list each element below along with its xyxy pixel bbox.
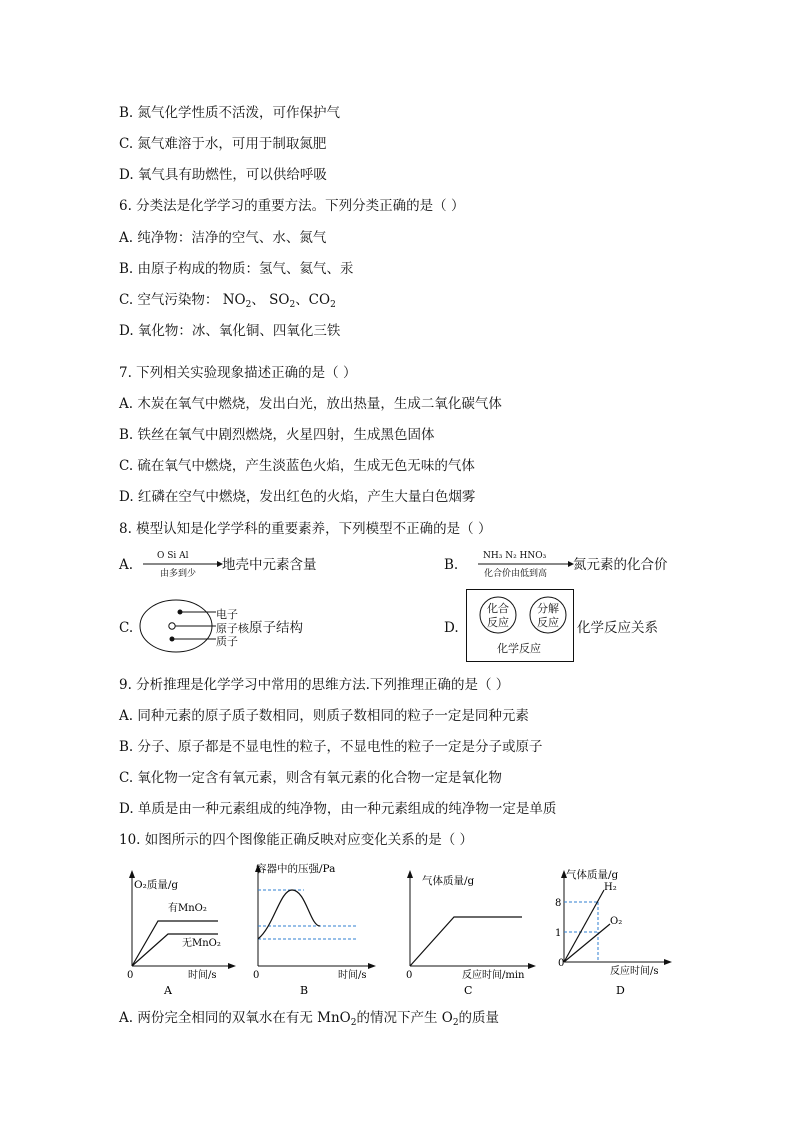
q5-option-b: B. 氮气化学性质不活泼，可作保护气 — [119, 105, 341, 121]
q6-stem: 6. 分类法是化学学习的重要方法。下列分类正确的是（ ） — [119, 198, 465, 214]
q10-b-origin: 0 — [253, 970, 260, 981]
q10-d-curve-h2 — [564, 890, 604, 962]
q10-d-ylabel: 气体质量/g — [566, 869, 619, 881]
q8-b-text: 氮元素的化合价 — [573, 557, 668, 573]
q10-a-origin: 0 — [127, 970, 134, 981]
q8-c-nucleus-label: 原子核 — [216, 622, 249, 635]
q10-c-curve — [410, 917, 522, 966]
q10-graph-a — [120, 866, 238, 996]
q8-option-b-label: B. — [444, 557, 459, 573]
q9-option-c: C. 氧化物一定含有氧元素，则含有氧元素的化合物一定是氧化物 — [119, 770, 502, 786]
q7-option-a: A. 木炭在氧气中燃烧，发出白光，放出热量，生成二氧化碳气体 — [119, 396, 502, 412]
q10-b-caption: B — [300, 984, 309, 997]
q10-d-curve-o2 — [564, 924, 610, 962]
q6-option-c: C. 空气污染物： $NO_2$、 $SO_2$、$CO_2$ — [119, 292, 336, 310]
q10-d-tick-1: 1 — [555, 928, 562, 939]
q10-d-line1: H₂ — [604, 882, 617, 893]
q10-b-curve — [258, 890, 320, 939]
q10-a-ylabel: O₂质量/g — [134, 879, 179, 891]
q7-stem: 7. 下列相关实验现象描述正确的是（ ） — [119, 365, 357, 381]
q8-a-arrow-bottom: 由多到少 — [160, 569, 197, 579]
q8-b-arrow-top: NH₃ N₂ HNO₃ — [483, 551, 547, 561]
q8-option-d-label: D. — [444, 620, 459, 636]
q8-option-c-label: C. — [119, 620, 134, 636]
q8-c-text: 原子结构 — [249, 620, 303, 636]
q10-c-ylabel: 气体质量/g — [422, 875, 475, 887]
q5-option-c: C. 氮气难溶于水，可用于制取氮肥 — [119, 136, 327, 152]
q10-graph-d — [552, 862, 676, 996]
q10-a-caption: A — [164, 984, 172, 997]
q7-option-c: C. 硫在氧气中燃烧，产生淡蓝色火焰，生成无色无味的气体 — [119, 458, 475, 474]
q10-d-tick-8: 8 — [555, 898, 562, 909]
q9-option-d: D. 单质是由一种元素组成的纯净物，由一种元素组成的纯净物一定是单质 — [119, 801, 557, 817]
q10-b-xlabel: 时间/s — [338, 970, 367, 981]
q8-a-arrow-top: O Si Al — [157, 551, 189, 561]
q7-option-d: D. 红磷在空气中燃烧，发出红色的火焰，产生大量白色烟雾 — [119, 489, 476, 505]
q10-d-xlabel: 反应时间/s — [610, 966, 659, 977]
q8-d-c2-l1: 分解 — [537, 602, 559, 615]
q10-a-line1: 有MnO₂ — [168, 903, 207, 914]
q6-option-b: B. 由原子构成的物质：氢气、氦气、汞 — [119, 261, 354, 277]
q10-stem: 10. 如图所示的四个图像能正确反映对应变化关系的是（ ） — [119, 832, 474, 848]
q8-stem: 8. 模型认知是化学学科的重要素养，下列模型不正确的是（ ） — [119, 521, 492, 537]
q6-option-d: D. 氧化物：冰、氧化铜、四氧化三铁 — [119, 323, 341, 339]
q8-d-text: 化学反应关系 — [577, 620, 658, 636]
q10-c-xlabel: 反应时间/min — [462, 970, 525, 981]
q8-c-electron-label: 电子 — [216, 608, 238, 621]
q8-a-text: 地壳中元素含量 — [222, 557, 317, 573]
q10-c-origin: 0 — [406, 970, 413, 981]
q8-c-proton-label: 质子 — [216, 635, 238, 648]
q10-a-line2: 无MnO₂ — [182, 938, 221, 949]
q6-option-a: A. 纯净物：洁净的空气、水、氮气 — [119, 230, 327, 246]
q8-option-a-label: A. — [119, 557, 134, 573]
q8-d-c2-l2: 反应 — [537, 616, 559, 629]
q8-d-box-label: 化学反应 — [497, 642, 541, 655]
q10-b-ylabel: 容器中的压强/Pa — [256, 863, 336, 875]
q10-d-origin: 0 — [558, 958, 565, 969]
q10-graph-b — [246, 856, 376, 996]
q10-c-caption: C — [464, 984, 473, 997]
q9-option-b: B. 分子、原子都是不显电性的粒子，不显电性的粒子一定是分子或原子 — [119, 739, 543, 755]
q9-stem: 9. 分析推理是化学学习中常用的思维方法.下列推理正确的是（ ） — [119, 677, 510, 693]
q9-option-a: A. 同种元素的原子质子数相同，则质子数相同的粒子一定是同种元素 — [119, 708, 529, 724]
q10-d-line2: O₂ — [610, 916, 623, 927]
q8-d-c1-l1: 化合 — [487, 602, 509, 615]
q8-d-c1-l2: 反应 — [487, 616, 509, 629]
q5-option-d: D. 氧气具有助燃性，可以供给呼吸 — [119, 167, 327, 183]
q10-graph-c — [398, 866, 538, 996]
q8-b-arrow-bottom: 化合价由低到高 — [484, 569, 548, 579]
q10-d-caption: D — [616, 984, 625, 997]
q10-a-xlabel: 时间/s — [188, 970, 217, 981]
q10-option-a: A. 两份完全相同的双氧水在有无 MnO$_2$的情况下产生 $O_2$的质量 — [119, 1010, 500, 1028]
q7-option-b: B. 铁丝在氧气中剧烈燃烧，火星四射，生成黑色固体 — [119, 427, 435, 443]
